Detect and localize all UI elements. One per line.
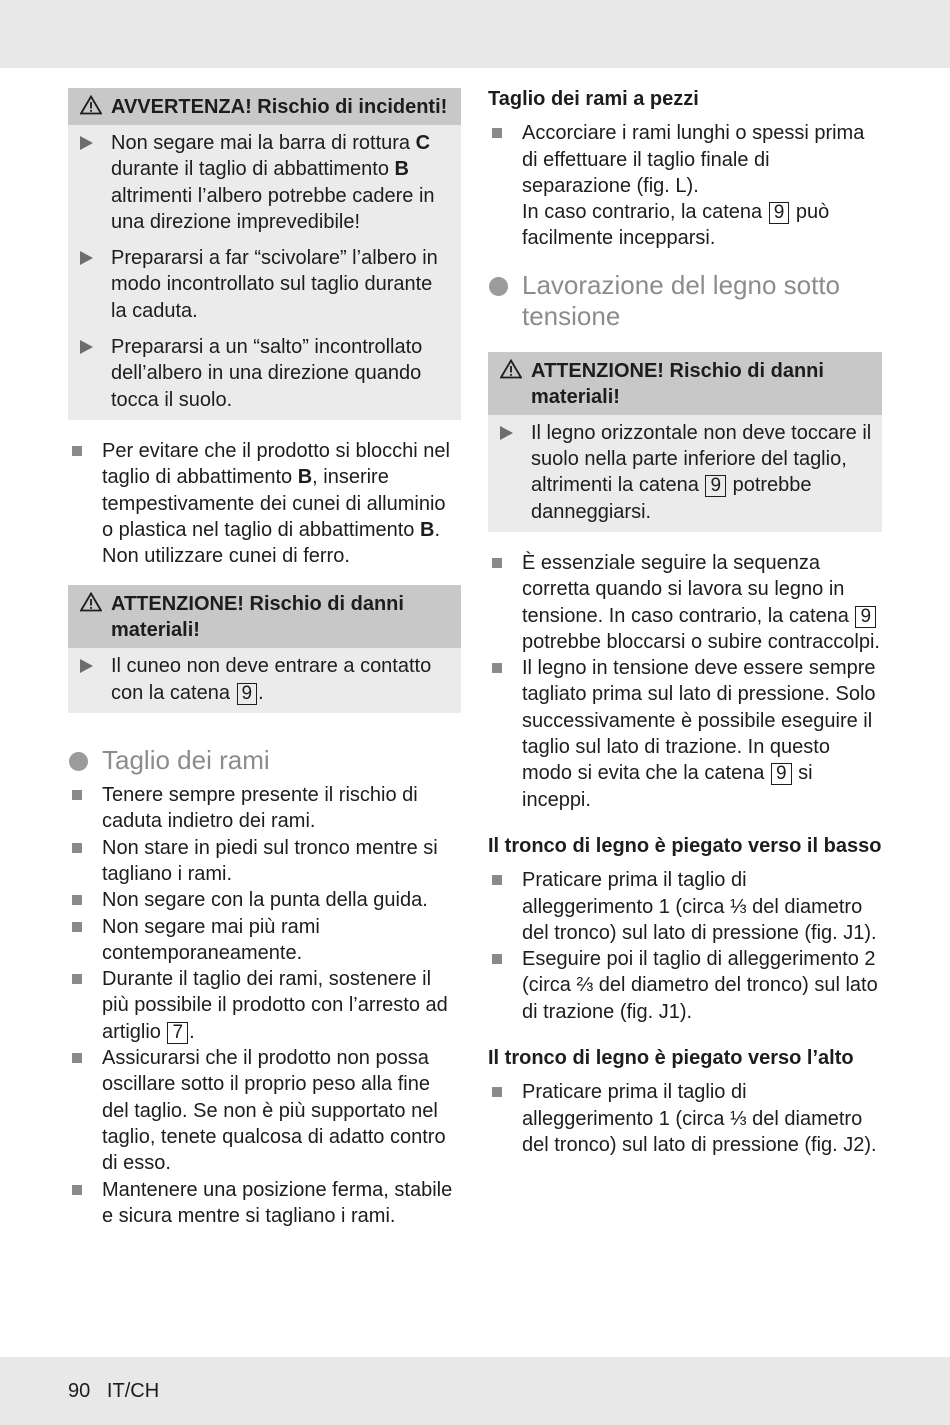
list-item — [68, 835, 461, 888]
label-c: C — [415, 132, 431, 154]
right-column — [488, 86, 882, 1174]
label-b: B — [419, 518, 435, 541]
list-item — [488, 867, 882, 946]
part-number-box: 9 — [771, 763, 792, 785]
list-item — [68, 914, 461, 967]
square-bullet-icon — [492, 1087, 502, 1097]
square-bullet-icon — [72, 922, 82, 932]
part-number-box: 7 — [167, 1022, 188, 1044]
list-item-text: Praticare prima il taglio di alleggerimento 1 (circa — [522, 869, 747, 918]
list-item-text: Per evitare che il prodotto si blocchi nel taglio di abbattimento — [102, 439, 450, 489]
list-item-text: Praticare prima il taglio di alleggerimento 1 (circa — [522, 1081, 747, 1130]
list-item-text: In caso contrario, la catena — [522, 201, 763, 224]
caution-header — [68, 585, 461, 648]
square-bullet-icon — [492, 875, 502, 885]
list-item-text: Non stare in piedi sul tronco mentre si tagliano i rami. — [102, 836, 438, 885]
fraction: ⅓ — [729, 895, 747, 918]
list-item — [488, 120, 882, 251]
section-heading — [68, 745, 461, 776]
caution-item-text: Il legno orizzontale non deve toccare il suolo nella parte inferiore del taglio, altrimenti la catena — [531, 421, 872, 497]
fraction: ⅓ — [729, 1107, 747, 1130]
list-item — [68, 1177, 461, 1230]
list-item-text: Il legno in tensione deve essere sempre tagliato prima sul lato di pressione. Solo successivamente è possibile eseguire il taglio sul lato di trazione. In questo modo si evita che la catena — [522, 657, 876, 785]
list-item-text: Mantenere una posizione ferma, stabile e sicura mentre si tagliano i rami. — [102, 1178, 453, 1227]
list-item-text: È essenziale seguire la sequenza corretta quando si lavora su legno in tensione. In caso contrario, la catena — [522, 551, 849, 627]
list-item-text: Durante il taglio dei rami, sostenere il più possibile il prodotto con l’arresto ad artiglio — [102, 968, 448, 1043]
list-item-text: Eseguire poi il taglio di alleggerimento 2 (circa — [522, 948, 876, 997]
square-bullet-icon — [72, 895, 82, 905]
list-item — [488, 1079, 882, 1158]
caution-item — [488, 420, 872, 525]
warning-triangle-icon — [80, 592, 102, 612]
circle-bullet-icon — [489, 277, 508, 296]
list-item-text: , inserire tempestivamente dei cunei di alluminio o plastica nel taglio di abbattimento — [102, 466, 446, 541]
page-number: 90 — [68, 1380, 91, 1402]
caution-item-end: potrebbe danneggiarsi. — [531, 474, 812, 523]
left-column — [68, 88, 461, 1245]
caution-box-tension — [488, 352, 882, 532]
list-item — [68, 1045, 461, 1176]
square-bullet-icon — [72, 1053, 82, 1063]
section-title: Taglio dei rami — [102, 745, 270, 776]
list-item-text: Non segare con la punta della guida. — [102, 889, 428, 912]
warning-triangle-icon — [500, 359, 522, 379]
arrow-right-icon — [500, 426, 513, 440]
list-item — [488, 550, 882, 655]
list-item-text: del diametro del tronco) sul lato di pressione (fig. J2). — [522, 1107, 877, 1156]
label-b: B — [297, 466, 313, 489]
part-number-box: 9 — [705, 475, 726, 497]
list-item-text: . Non utilizzare cunei di ferro. — [102, 518, 440, 568]
warning-item — [68, 334, 451, 413]
square-bullet-icon — [492, 128, 502, 138]
caution-title: ATTENZIONE! Rischio di danni materiali! — [111, 593, 404, 642]
subheading: Taglio dei rami a pezzi — [488, 88, 699, 110]
list-item-text: del diametro del tronco) sul lato di trazione (fig. J1). — [522, 974, 878, 1023]
list-item-end: . — [189, 1020, 195, 1043]
warning-box-accidents — [68, 88, 461, 420]
list-item-text: Non segare mai più rami contemporaneamente. — [102, 915, 320, 964]
list-item — [68, 782, 461, 835]
warning-item-text: Non segare mai la barra di rottura — [111, 132, 416, 154]
square-bullet-icon — [72, 1185, 82, 1195]
arrow-right-icon — [80, 251, 93, 265]
fraction: ⅔ — [576, 974, 594, 997]
list-item-end: potrebbe bloccarsi o subire contraccolpi. — [522, 630, 880, 653]
arrow-right-icon — [80, 659, 93, 673]
square-bullet-icon — [72, 843, 82, 853]
list-item — [488, 946, 882, 1025]
caution-item — [68, 653, 451, 706]
part-number-box: 9 — [855, 606, 876, 628]
part-number-box: 9 — [769, 202, 790, 224]
list-item-text: Accorciare i rami lunghi o spessi prima di effettuare il taglio finale di separazione (fig. L). — [522, 122, 865, 197]
list-item-text: Tenere sempre presente il rischio di caduta indietro dei rami. — [102, 784, 418, 833]
part-number-box: 9 — [237, 683, 258, 705]
square-bullet-icon — [72, 790, 82, 800]
warning-item-text: altrimenti l’albero potrebbe cadere in una direzione imprevedibile! — [111, 184, 435, 233]
square-bullet-icon — [492, 558, 502, 568]
label-b: B — [394, 158, 409, 181]
warning-header — [68, 88, 461, 125]
page-footer — [68, 1380, 159, 1403]
square-bullet-icon — [492, 954, 502, 964]
warning-triangle-icon — [80, 95, 102, 115]
header-bar — [0, 0, 950, 68]
list-item-end: si inceppi. — [522, 762, 813, 811]
warning-item-text: Prepararsi a un “salto” incontrollato dell’albero in una direzione quando tocca il suolo. — [111, 336, 423, 411]
list-item — [68, 438, 461, 569]
arrow-right-icon — [80, 136, 93, 150]
warning-item — [68, 245, 451, 324]
arrow-right-icon — [80, 340, 93, 354]
subheading: Il tronco di legno è piegato verso il basso — [488, 834, 882, 857]
list-item-text: Assicurarsi che il prodotto non possa oscillare sotto il proprio peso alla fine del taglio. Se non è più supportato nel taglio, tenete qualcosa di adatto contro di esso. — [102, 1047, 446, 1175]
square-bullet-icon — [72, 446, 82, 456]
list-item — [68, 887, 461, 913]
warning-item-text: Prepararsi a far “scivolare” l’albero in modo incontrollato sul taglio durante la caduta. — [111, 247, 438, 322]
square-bullet-icon — [72, 974, 82, 984]
list-item-text: del diametro del tronco) sul lato di pressione (fig. J1). — [522, 895, 877, 944]
caution-box-wedge — [68, 585, 461, 713]
list-item-end: può facilmente incepparsi. — [522, 201, 830, 250]
caution-title: ATTENZIONE! Rischio di danni materiali! — [531, 359, 824, 408]
warning-item-text: durante il taglio di abbattimento — [111, 158, 395, 181]
section-heading — [488, 270, 882, 332]
list-item — [68, 966, 461, 1045]
subheading: Il tronco di legno è piegato verso l’alto — [488, 1047, 854, 1070]
square-bullet-icon — [492, 663, 502, 673]
caution-item-text: Il cuneo non deve entrare a contatto con la catena — [111, 655, 432, 704]
circle-bullet-icon — [69, 752, 88, 771]
warning-item — [68, 130, 451, 235]
caution-item-end: . — [258, 681, 264, 704]
list-item — [488, 655, 882, 813]
locale-label: IT/CH — [106, 1380, 160, 1402]
caution-header — [488, 352, 882, 415]
warning-title: AVVERTENZA! Rischio di incidenti! — [111, 96, 448, 118]
section-title: Lavorazione del legno sotto tensione — [522, 269, 841, 331]
